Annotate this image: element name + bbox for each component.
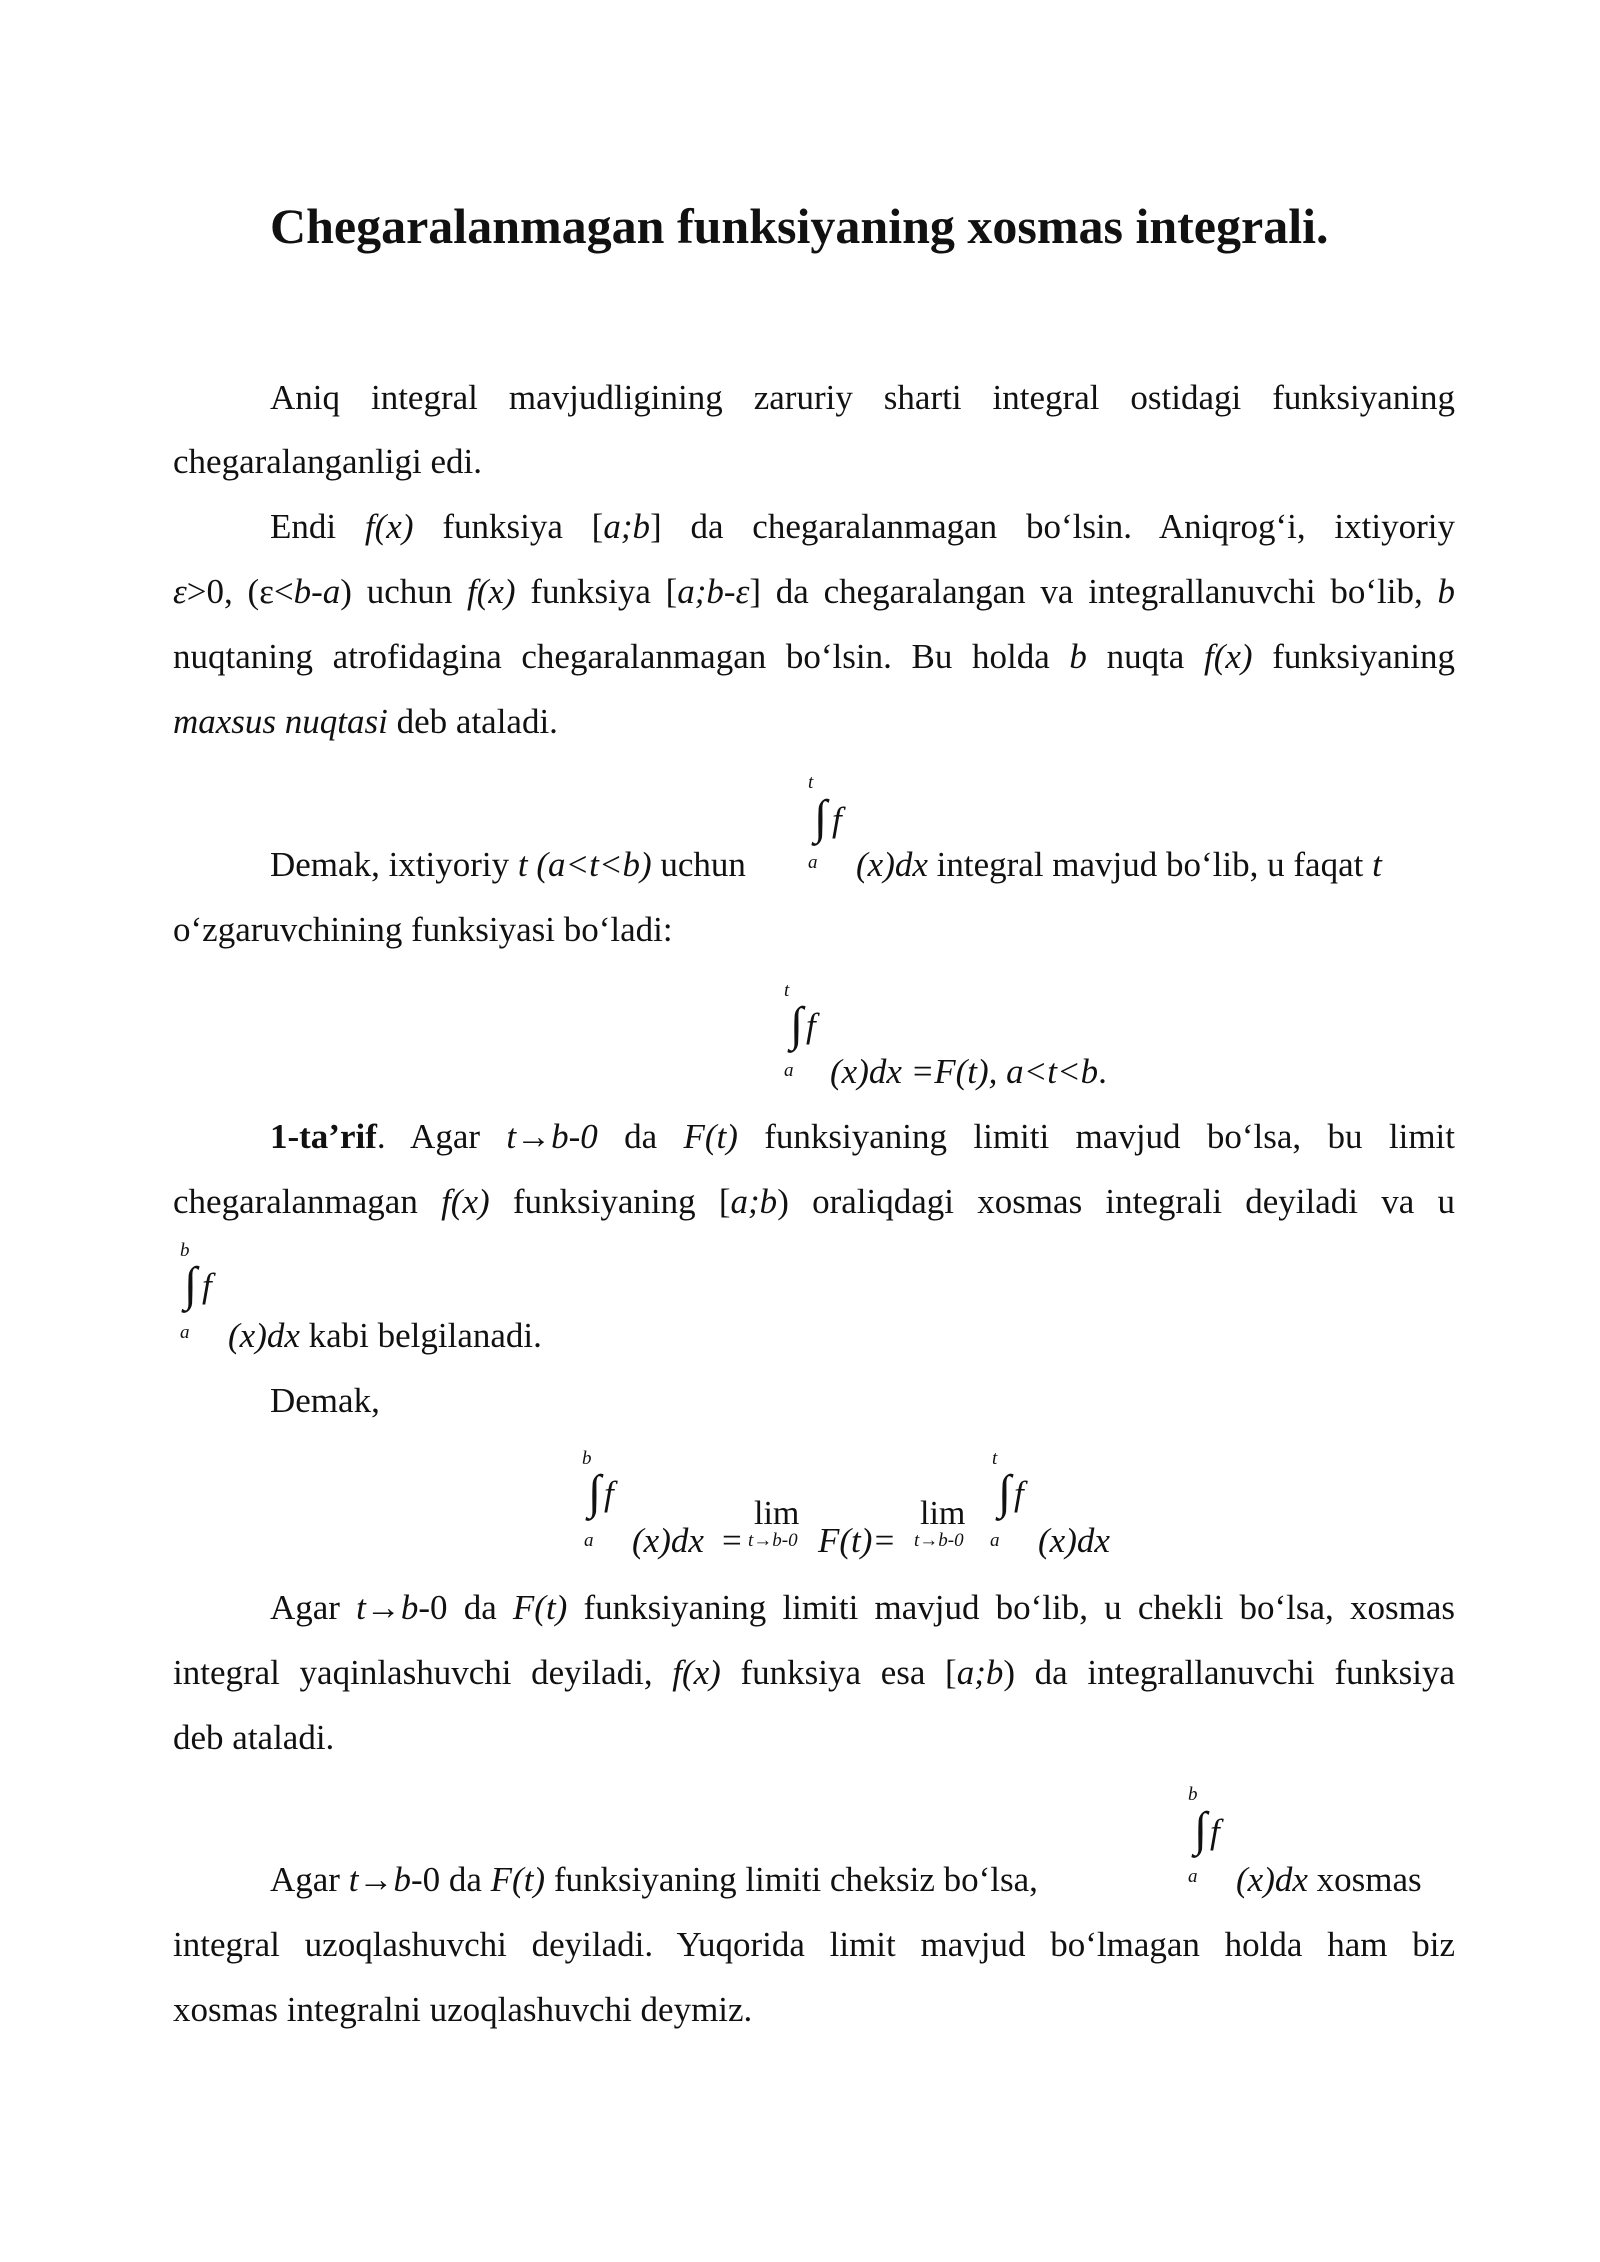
equation-2-int1-lower: a [584, 1530, 594, 1551]
paragraph-5-line-1-end: (x)dx xosmas [1236, 1860, 1422, 1899]
paragraph-1-line-1: Aniq integral mavjudligining zaruriy sharti integral ostidagi funksiyaning [270, 378, 1455, 417]
integral-lower-limit: a [808, 852, 818, 873]
definition-1-integral-sign: ∫ [184, 1258, 198, 1311]
paragraph-5-upper-limit: b [1188, 1784, 1198, 1805]
equation-2-int2-f: f [1014, 1474, 1024, 1513]
page-title: Chegaralanmagan funksiyaning xosmas integrali. [270, 198, 1329, 254]
paragraph-4-line-3: deb ataladi. [173, 1718, 335, 1757]
equation-2-middle: F(t)= [818, 1521, 897, 1560]
equation-2-int2-sign: ∫ [998, 1466, 1012, 1519]
paragraph-5-line-2: integral uzoqlashuvchi deyiladi. Yuqorida limit mavjud bo‘lmagan holda ham biz [173, 1925, 1455, 1964]
integral-upper-limit: t [808, 772, 814, 793]
paragraph-5-line-3: xosmas integralni uzoqlashuvchi deymiz. [173, 1990, 753, 2029]
paragraph-5-line-1-start: Agar t→b-0 da F(t) funksiyaning limiti cheksiz bo‘lsa, [270, 1860, 1038, 1899]
definition-1-line-3: (x)dx kabi belgilanadi. [228, 1316, 542, 1355]
equation-1-upper-limit: t [784, 980, 790, 1001]
integrand-letter: f [832, 800, 842, 839]
integral-sign: ∫ [814, 791, 828, 844]
paragraph-2-line-1: Endi f(x) funksiya [a;b] da chegaralanmagan bo‘lsin. Aniqrog‘i, ixtiyoriy [270, 507, 1455, 546]
equation-2-int2-lower: a [990, 1530, 1000, 1551]
equation-2-lim2-sub: t→b-0 [914, 1530, 964, 1551]
equation-2-lim1-sub: t→b-0 [748, 1530, 798, 1551]
equation-1-body: (x)dx =F(t), a<t<b. [830, 1052, 1107, 1091]
equation-2-int2-upper: t [992, 1448, 998, 1469]
equation-2-lim1: lim [754, 1495, 800, 1532]
demak-label: Demak, [270, 1381, 380, 1420]
paragraph-3-line-1-start: Demak, ixtiyoriy t (a<t<b) uchun [270, 845, 746, 884]
paragraph-4-line-1: Agar t→b-0 da F(t) funksiyaning limiti mavjud bo‘lib, u chekli bo‘lsa, xosmas [270, 1588, 1455, 1627]
paragraph-5-integrand-letter: f [1210, 1812, 1220, 1851]
paragraph-2-line-4: maxsus nuqtasi deb ataladi. [173, 702, 558, 741]
equation-2-equals: = [722, 1521, 742, 1560]
equation-1-integrand-letter: f [806, 1006, 816, 1045]
equation-2-lim2: lim [920, 1495, 966, 1532]
equation-1-lower-limit: a [784, 1060, 794, 1081]
paragraph-2-line-3: nuqtaning atrofidagina chegaralanmagan bo‘lsin. Bu holda b nuqta f(x) funksiyaning [173, 637, 1455, 676]
definition-1-upper-limit: b [180, 1240, 190, 1261]
paragraph-2-line-2: ε>0, (ε<b-a) uchun f(x) funksiya [a;b-ε] da chegaralangan va integrallanuvchi bo‘lib, b [173, 572, 1455, 611]
equation-1-integral-sign: ∫ [790, 998, 804, 1051]
definition-1-line-1: 1-ta’rif. Agar t→b-0 da F(t) funksiyaning limiti mavjud bo‘lsa, bu limit [270, 1117, 1455, 1156]
paragraph-5-lower-limit: a [1188, 1866, 1198, 1887]
paragraph-5-integral-sign: ∫ [1194, 1803, 1208, 1856]
equation-2-int1-upper: b [582, 1448, 592, 1469]
equation-2-int1-f: f [604, 1474, 614, 1513]
equation-2-int1-sign: ∫ [588, 1466, 602, 1519]
definition-1-integrand-letter: f [202, 1266, 212, 1305]
paragraph-3-line-1-end: (x)dx integral mavjud bo‘lib, u faqat t [856, 845, 1382, 884]
equation-2-int1-rest: (x)dx [632, 1521, 704, 1560]
paragraph-3-line-2: o‘zgaruvchining funksiyasi bo‘ladi: [173, 910, 673, 949]
definition-1-line-2: chegaralanmagan f(x) funksiyaning [a;b) oraliqdagi xosmas integrali deyiladi va u [173, 1182, 1455, 1221]
definition-1-lower-limit: a [180, 1322, 190, 1343]
equation-2-int2-rest: (x)dx [1038, 1521, 1110, 1560]
paragraph-1-line-2: chegaralanganligi edi. [173, 442, 483, 481]
paragraph-4-line-2: integral yaqinlashuvchi deyiladi, f(x) funksiya esa [a;b) da integrallanuvchi funksiya [173, 1653, 1455, 1692]
